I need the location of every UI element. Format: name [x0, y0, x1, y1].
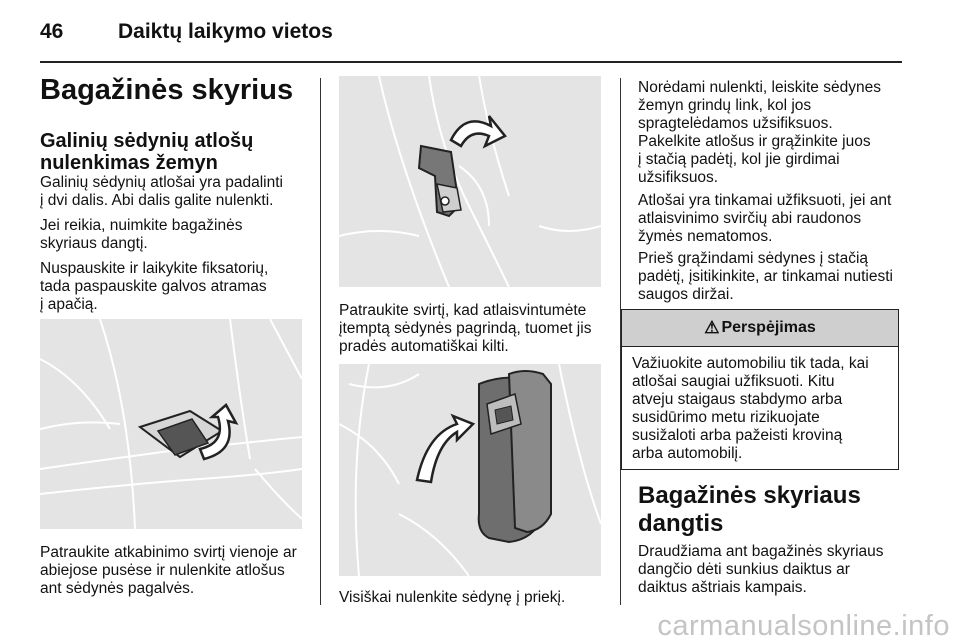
text-line: atlošai saugiai užfiksuoti. Kitu — [632, 373, 835, 390]
middle-caption-2 — [339, 589, 565, 607]
text-line: ant sėdynės pagalvės. — [40, 580, 195, 597]
warning-triangle-icon: ⚠ — [704, 318, 720, 337]
arrow-forward-icon — [417, 416, 473, 482]
section2-paragraph — [638, 543, 884, 597]
step2-paragraph — [40, 260, 268, 314]
text-line: tada paspauskite galvos atramas — [40, 278, 267, 295]
section2-title-line: dangtis — [638, 510, 724, 537]
seat-folding-illustration — [339, 364, 601, 576]
subsection-title-line: nulenkimas žemyn — [40, 152, 218, 174]
text-line: Nuspauskite ir laikykite fiksatorių, — [40, 260, 269, 277]
section2-title — [638, 482, 861, 538]
text-line: Draudžiama ant bagažinės skyriaus — [638, 543, 884, 560]
text-line: Atlošai yra tinkamai užfiksuoti, jei ant — [638, 192, 892, 209]
text-line: užsifiksuos. — [638, 169, 719, 186]
text-line: žemyn grindų link, kol jos — [638, 97, 812, 114]
text-line: pradės automatiškai kilti. — [339, 338, 509, 355]
figure-release-lever — [40, 319, 302, 529]
text-line: Važiuokite automobiliu tik tada, kai — [632, 355, 869, 372]
warning-header — [622, 310, 898, 347]
step1-paragraph — [40, 217, 242, 253]
right-paragraph-3 — [638, 250, 893, 304]
text-line: žymės nematomos. — [638, 228, 773, 245]
subsection-title-line: Galinių sėdynių atlošų — [40, 130, 254, 152]
right-paragraph-2 — [638, 192, 891, 246]
text-line: Patraukite atkabinimo svirtį vienoje ar — [40, 544, 297, 561]
page-title: Daiktų laikymo vietos — [118, 20, 333, 43]
text-line: arba automobilį. — [632, 445, 743, 462]
text-line: daiktus aštriais kampais. — [638, 579, 807, 596]
figure-seat-lever — [339, 76, 601, 287]
arrow-curve-icon — [451, 116, 505, 146]
warning-text — [622, 347, 898, 463]
text-line: Norėdami nulenkti, leiskite sėdynes — [638, 79, 881, 96]
text-line: į apačią. — [40, 296, 98, 313]
section2-title-line: Bagažinės skyriaus — [638, 482, 861, 509]
subsection-title — [40, 130, 253, 174]
text-line: Jei reikia, nuimkite bagažinės — [40, 217, 243, 234]
text-line: Pakelkite atlošus ir grąžinkite juos — [638, 133, 871, 150]
column-divider-left — [320, 78, 321, 605]
text-line: Galinių sėdynių atlošai yra padalinti — [40, 174, 283, 191]
right-paragraph-1 — [638, 79, 881, 187]
watermark: carmanualsonline.info — [657, 610, 950, 642]
text-line: įtemptą sėdynės pagrindą, tuomet jis — [339, 320, 592, 337]
text-line: dangčio dėti sunkius daiktus ar — [638, 561, 850, 578]
header-rule — [40, 61, 902, 63]
warning-box — [621, 309, 899, 470]
text-line: Visiškai nulenkite sėdynę į priekį. — [339, 589, 566, 606]
text-line: susižaloti arba pažeisti kroviną — [632, 427, 843, 444]
middle-caption-1 — [339, 302, 591, 356]
figure-seat-folding — [339, 364, 601, 576]
text-line: abiejose pusėse ir nulenkite atlošus — [40, 562, 285, 579]
text-line: padėtį, įsitikinkite, ar tinkamai nutiesti — [638, 268, 894, 285]
release-lever-illustration — [40, 319, 302, 529]
warning-title: Perspėjimas — [721, 319, 816, 336]
text-line: atveju staigaus stabdymo arba — [632, 391, 843, 408]
text-line: skyriaus dangtį. — [40, 235, 148, 252]
text-line: į dvi dalis. Abi dalis galite nulenkti. — [40, 192, 274, 209]
text-line: saugos diržai. — [638, 286, 734, 303]
text-line: Prieš grąžindami sėdynes į stačią — [638, 250, 869, 267]
text-line: Patraukite svirtį, kad atlaisvintumėte — [339, 302, 587, 319]
seat-lever-illustration — [339, 76, 601, 287]
section-title: Bagažinės skyrius — [40, 74, 294, 106]
intro-paragraph — [40, 174, 283, 210]
text-line: spragtelėdamos užsifiksuos. — [638, 115, 833, 132]
text-line: susidūrimo metu rizikuojate — [632, 409, 820, 426]
text-line: į stačią padėtį, kol jie girdimai — [638, 151, 840, 168]
page-number: 46 — [40, 20, 64, 43]
text-line: atlaisvinimo svirčių abi raudonos — [638, 210, 862, 227]
left-caption — [40, 544, 297, 598]
